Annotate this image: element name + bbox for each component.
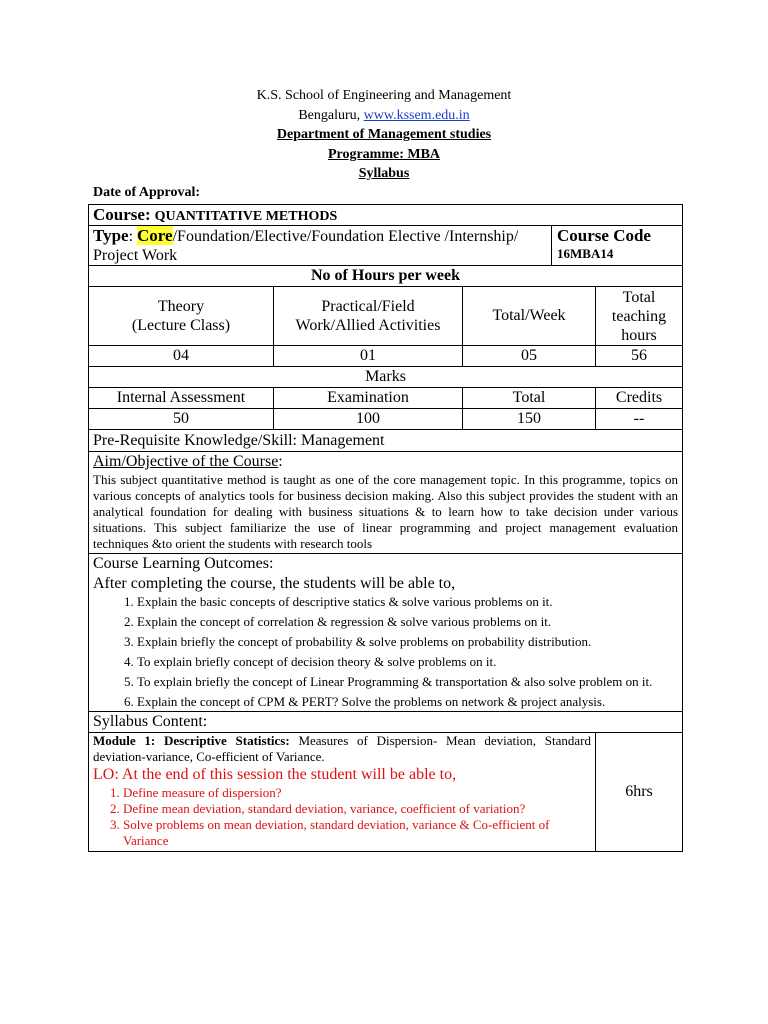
type-core-highlight: Core <box>137 226 173 245</box>
type-options: /Foundation/Elective/Foundation Elective /Internship/ Project Work <box>93 228 519 264</box>
practical-header: Practical/Field Work/Allied Activities <box>274 287 463 346</box>
outcomes-list <box>93 594 678 710</box>
course-row <box>89 205 683 226</box>
internal-assessment-value: 50 <box>89 409 274 430</box>
practical-hours: 01 <box>274 346 463 367</box>
total-week-header: Total/Week <box>463 287 596 346</box>
list-item: 6. Explain the concept of CPM & PERT? Solve the problems on network & project analysis. <box>137 694 678 710</box>
total-teaching-header: Total teaching hours <box>596 287 683 346</box>
examination-header: Examination <box>274 388 463 409</box>
marks-values-row <box>89 409 683 430</box>
outcomes-intro: After completing the course, the students will be able to, <box>93 575 456 592</box>
total-week-hours: 05 <box>463 346 596 367</box>
course-code-cell <box>552 226 683 266</box>
course-code-value: 16MBA14 <box>557 246 614 261</box>
aim-row <box>89 452 683 554</box>
outcomes-cell <box>89 554 683 712</box>
outcomes-row <box>89 554 683 712</box>
credits-value: -- <box>596 409 683 430</box>
list-item: 1. Explain the basic concepts of descriptive statics & solve various problems on it. <box>137 594 678 610</box>
type-label: Type <box>93 226 129 245</box>
list-item: 3. Explain briefly the concept of probability & solve problems on probability distribution. <box>137 634 678 650</box>
course-label: Course: <box>93 205 151 224</box>
aim-cell <box>89 452 683 554</box>
module1-description: Module 1: Descriptive Statistics: Measures of Dispersion- Mean deviation, Standard deviation-variance, Co-efficient of Variance. <box>93 733 591 764</box>
prereq-row <box>89 430 683 452</box>
internal-assessment-header: Internal Assessment <box>89 388 274 409</box>
marks-title-row <box>89 367 683 388</box>
city-text: Bengaluru, <box>298 108 364 123</box>
date-of-approval: Date of Approval: <box>93 185 201 200</box>
programme-title: Programme: MBA <box>327 147 441 162</box>
list-item: 4. To explain briefly concept of decision theory & solve problems on it. <box>137 654 678 670</box>
marks-header-row <box>89 388 683 409</box>
list-item: 1. Define measure of dispersion? <box>123 785 591 801</box>
syllabus-content-row <box>89 712 683 733</box>
module1-cell <box>89 733 596 852</box>
syllabus-title: Syllabus <box>358 166 410 181</box>
course-code-label: Course Code <box>557 226 651 245</box>
institution-name: K.S. School of Engineering and Management <box>256 88 512 103</box>
hours-title-row <box>89 266 683 287</box>
total-teaching-hours: 56 <box>596 346 683 367</box>
type-row <box>89 226 683 266</box>
aim-title: Aim/Objective of the Course: <box>93 453 283 470</box>
institution-location <box>0 108 768 124</box>
theory-hours: 04 <box>89 346 274 367</box>
aim-text: This subject quantitative method is taught as one of the core management topic. In this programme, topics on various concepts of analytics tools for business decision making. Also this subject provides the student with an analytical foundation for dealing with business situations & to learn how to take decision under various situations. This subject familiarize the use of linear programming and project management evaluation techniques &to orient the students with research tools <box>93 472 679 551</box>
hours-title: No of Hours per week <box>89 266 683 287</box>
syllabus-content-title: Syllabus Content: <box>89 712 683 733</box>
list-item: 3. Solve problems on mean deviation, standard deviation, variance & Co-efficient of Variance <box>123 817 591 849</box>
course-name: QUANTITATIVE METHODS <box>154 209 338 224</box>
list-item: 2. Explain the concept of correlation & regression & solve various problems on it. <box>137 614 678 630</box>
outcomes-title: Course Learning Outcomes: <box>93 555 274 572</box>
credits-header: Credits <box>596 388 683 409</box>
examination-value: 100 <box>274 409 463 430</box>
module1-lo-title: LO: At the end of this session the student will be able to, <box>93 766 457 783</box>
department-title: Department of Management studies <box>276 127 492 142</box>
prereq-text: Pre-Requisite Knowledge/Skill: Management <box>89 430 683 452</box>
module1-hours: 6hrs <box>596 733 683 852</box>
theory-header: Theory (Lecture Class) <box>89 287 274 346</box>
website-link[interactable]: www.kssem.edu.in <box>363 108 470 123</box>
list-item: 2. Define mean deviation, standard deviation, variance, coefficient of variation? <box>123 801 591 817</box>
total-marks-header: Total <box>463 388 596 409</box>
module1-lo-list <box>93 785 591 849</box>
list-item: 5. To explain briefly the concept of Linear Programming & transportation & also solve problem on it. <box>137 674 678 690</box>
total-marks-value: 150 <box>463 409 596 430</box>
marks-title: Marks <box>89 367 683 388</box>
hours-header-row <box>89 287 683 346</box>
syllabus-table <box>88 204 683 852</box>
module1-row <box>89 733 683 852</box>
hours-values-row <box>89 346 683 367</box>
type-colon: : <box>128 228 138 245</box>
